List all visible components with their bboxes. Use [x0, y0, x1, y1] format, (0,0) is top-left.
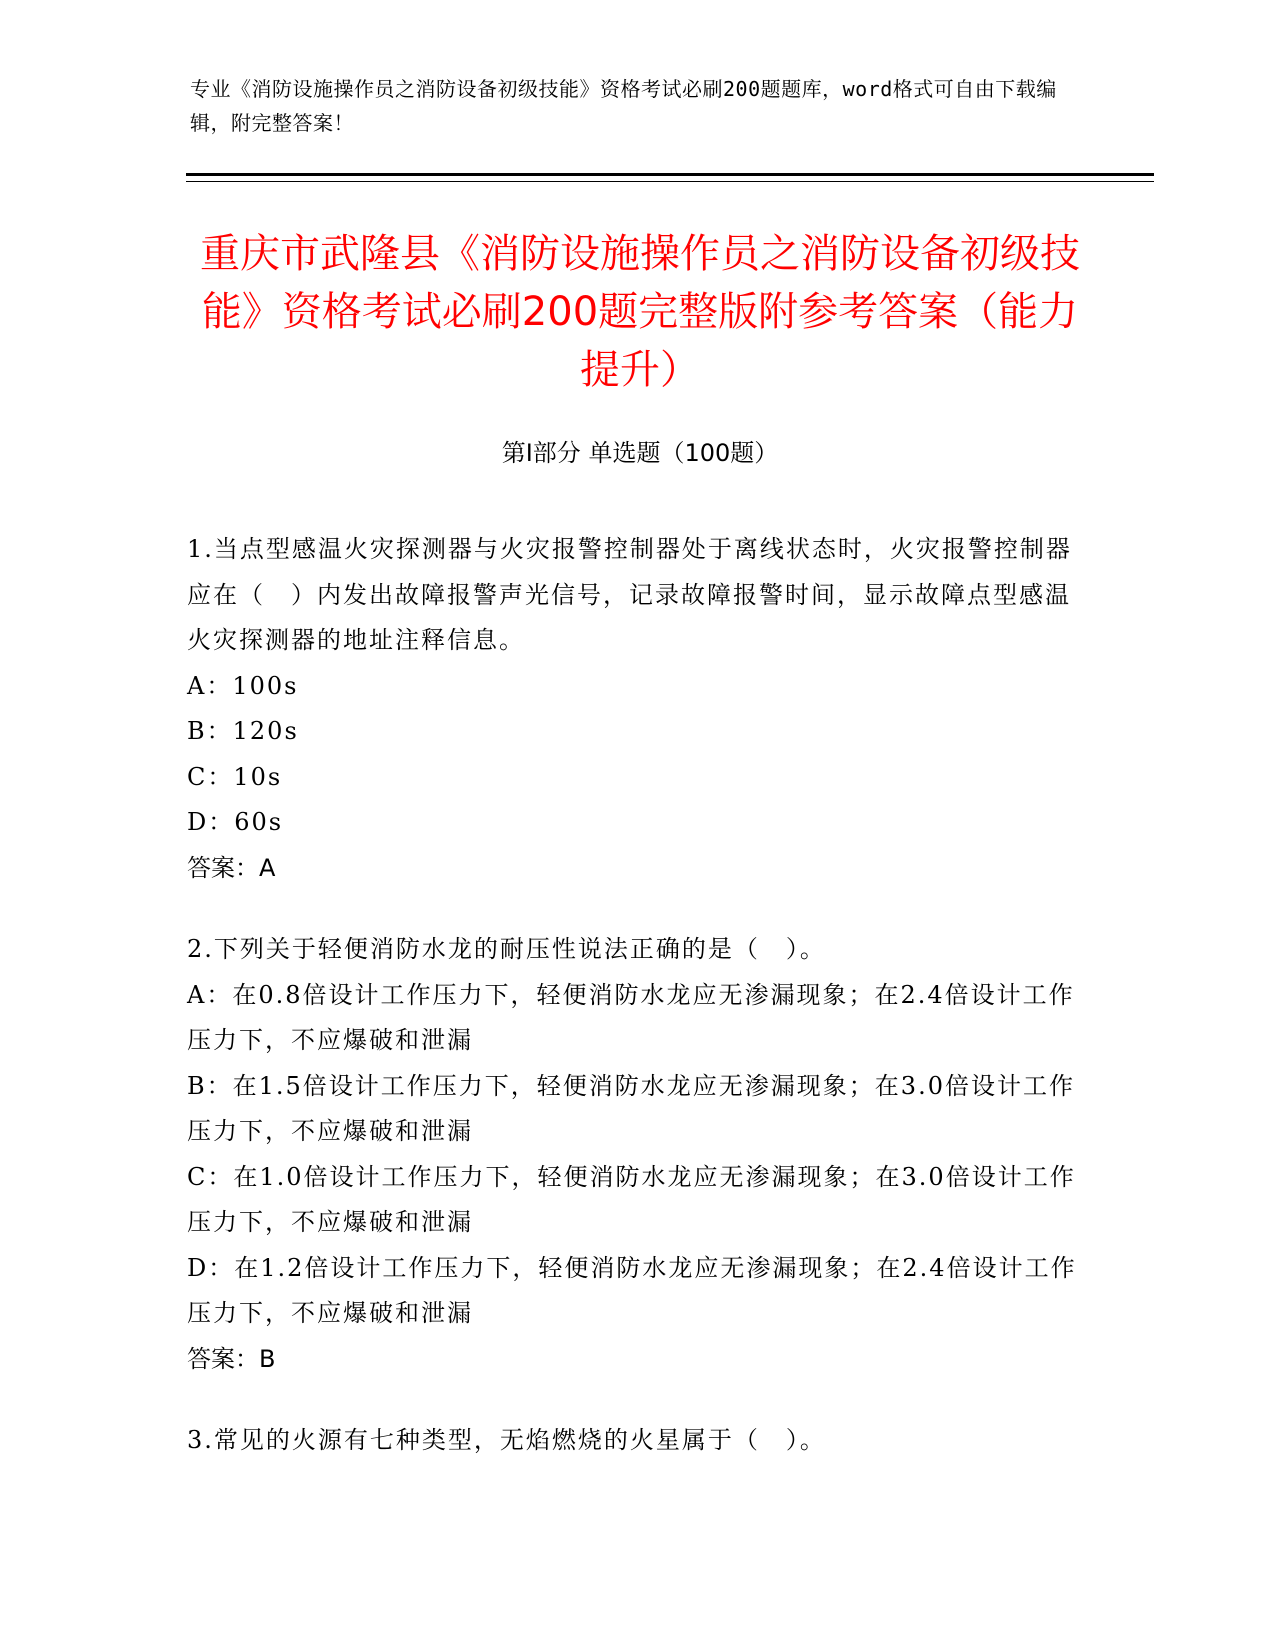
header-divider-thin	[186, 181, 1154, 182]
option-c: C：10s	[187, 762, 283, 791]
document-title: 重庆市武隆县《消防设施操作员之消防设备初级技能》资格考试必刷200题完整版附参考答案（能力提升）	[200, 231, 1080, 393]
answer: 答案：B	[187, 1344, 276, 1373]
option-b: B：120s	[187, 717, 299, 745]
question-list	[187, 527, 1077, 1500]
option-d: D：在1.2倍设计工作压力下，轻便消防水龙应无渗漏现象；在2.4倍设计工作压力下，不应爆破和泄漏	[187, 1253, 1077, 1327]
header-divider-thick	[186, 173, 1154, 176]
question-1	[187, 527, 1077, 891]
option-c: C：在1.0倍设计工作压力下，轻便消防水龙应无渗漏现象；在3.0倍设计工作压力下，不应爆破和泄漏	[187, 1162, 1076, 1236]
answer: 答案：A	[187, 853, 276, 882]
question-stem: 2.下列关于轻便消防水龙的耐压性说法正确的是（ ）。	[187, 935, 826, 963]
option-d: D：60s	[187, 808, 284, 836]
question-stem: 3.常见的火源有七种类型，无焰燃烧的火星属于（ ）。	[187, 1426, 826, 1454]
question-2	[187, 927, 1077, 1382]
section-title: 第Ⅰ部分 单选题（100题）	[501, 439, 779, 467]
header-note: 专业《消防设施操作员之消防设备初级技能》资格考试必刷200题题库，word格式可自由下载编辑，附完整答案！	[190, 77, 1057, 135]
question-3	[187, 1418, 1077, 1464]
option-b: B：在1.5倍设计工作压力下，轻便消防水龙应无渗漏现象；在3.0倍设计工作压力下，不应爆破和泄漏	[187, 1071, 1075, 1145]
question-stem: 1.当点型感温火灾探测器与火灾报警控制器处于离线状态时，火灾报警控制器应在（ ）内发出故障报警声光信号，记录故障报警时间，显示故障点型感温火灾探测器的地址注释信息。	[187, 535, 1072, 654]
option-a: A：在0.8倍设计工作压力下，轻便消防水龙应无渗漏现象；在2.4倍设计工作压力下，不应爆破和泄漏	[187, 980, 1075, 1054]
option-a: A：100s	[187, 671, 299, 700]
